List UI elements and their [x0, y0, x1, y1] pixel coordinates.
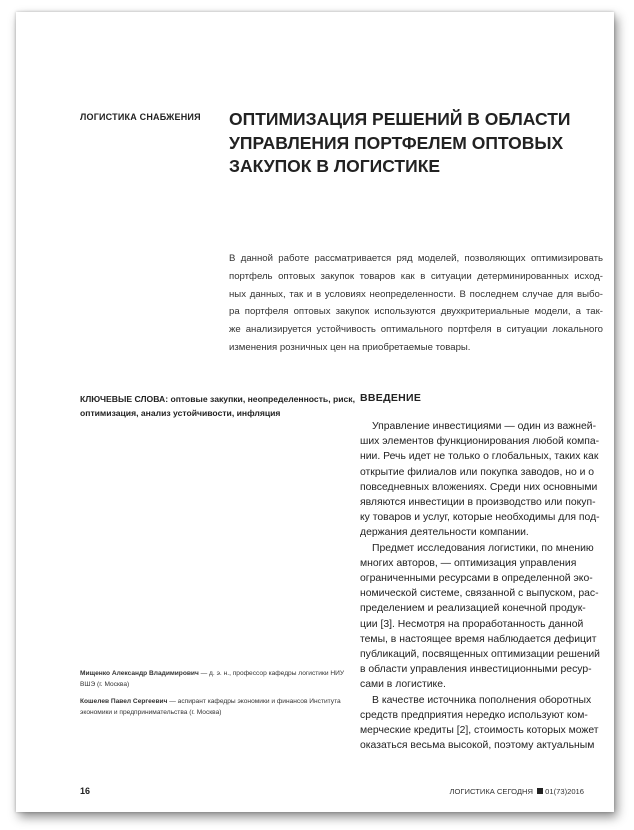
abstract-line: же анализируется устойчивость оптимального портфеля в ситуации локального: [229, 324, 603, 336]
keywords: [80, 392, 355, 420]
journal-footer: [450, 787, 584, 796]
body-line: номической системе, связанной с выпуском, рас-: [360, 588, 599, 600]
abstract-line: ных данных, так и в условиях неопределенности. В последнем случае для выбо-: [229, 288, 603, 300]
body-line: В качестве источника пополнения оборотных: [372, 694, 592, 706]
body-line: ших элементов функционирования любой компа-: [360, 436, 600, 448]
introduction-heading: ВВЕДЕНИЕ: [360, 392, 422, 404]
abstract: [229, 250, 603, 357]
author-affiliation: — аспирант кафедры экономики и финансов Института: [167, 698, 341, 705]
body-line: повседневных вложениях. Среди них основными: [360, 481, 598, 493]
abstract-line: изменения розничных цен на приобретаемые товары.: [229, 341, 471, 353]
body-line: ку товаров и услуг, которые необходимы для под-: [360, 512, 600, 524]
document-page: [16, 12, 614, 812]
author-name: Мищенко Александр Владимирович: [80, 670, 199, 677]
body-line: публикаций, посвященных оптимизации решений: [360, 649, 600, 661]
body-line: Предмет исследования логистики, по мнению: [372, 542, 594, 554]
body-line: открытие филиалов или покупка заводов, но и о: [360, 466, 595, 478]
page-number: 16: [80, 786, 91, 796]
body-line: средств предприятия нередко используют ком-: [360, 709, 588, 721]
body-line: ограниченными ресурсами в определенной эко-: [360, 573, 593, 585]
body-line: темы, в настоящее время наблюдается дефицит: [360, 633, 597, 645]
body-line: являются инвестиции в производство или покуп-: [360, 497, 596, 509]
journal-issue: 01(73)2016: [545, 787, 584, 796]
body-line: ции [3]. Несмотря на проработанность данной: [360, 618, 584, 630]
abstract-line: портфель оптовых закупок товаров как в ситуации детерминированных исход-: [229, 270, 603, 282]
author-affiliation-cont: ВШЭ (г. Москва): [80, 681, 130, 688]
article-title: [229, 108, 579, 179]
introduction-body: [360, 419, 603, 753]
author-name: Кошелев Павел Сергеевич: [80, 698, 168, 705]
title-line: УПРАВЛЕНИЯ ПОРТФЕЛЕМ ОПТОВЫХ: [229, 132, 564, 153]
keywords-line: КЛЮЧЕВЫЕ СЛОВА: оптовые закупки, неопределенность, риск,: [80, 394, 355, 404]
body-line: сами в логистике.: [360, 679, 446, 691]
body-line: пределением и реализацией конечной продук-: [360, 603, 586, 615]
abstract-line: В данной работе рассматривается ряд моделей, позволяющих оптимизировать: [229, 253, 603, 264]
body-line: мерческие кредиты [2], стоимость которых может: [360, 725, 599, 737]
journal-name: ЛОГИСТИКА СЕГОДНЯ: [449, 787, 534, 796]
body-line: оказаться весьма высокой, поэтому актуальным: [360, 740, 595, 752]
section-label: ЛОГИСТИКА СНАБЖЕНИЯ: [80, 112, 201, 122]
body-line: в области управления инвестиционными ресур-: [360, 664, 592, 676]
keywords-line: оптимизация, анализ устойчивости, инфляция: [80, 408, 281, 418]
body-line: Управление инвестициями — один из важней-: [372, 421, 597, 432]
abstract-line: ра портфеля оптовых закупок используются двухкритериальные модели, а так-: [229, 306, 603, 318]
title-line: ОПТИМИЗАЦИЯ РЕШЕНИЙ В ОБЛАСТИ: [229, 109, 571, 129]
title-line: ЗАКУПОК В ЛОГИСТИКЕ: [229, 156, 441, 176]
author-affiliation-cont: экономики и предпринимательства (г. Москва): [80, 709, 222, 716]
author-entry: [80, 696, 360, 707]
body-line: держания деятельности компании.: [360, 527, 529, 539]
author-entry: [80, 668, 360, 679]
body-line: многих авторов, — оптимизация управления: [360, 557, 577, 569]
square-separator-icon: [537, 788, 543, 794]
author-affiliation: — д. э. н., профессор кафедры логистики НИУ: [198, 670, 345, 677]
body-line: нии. Речь идет не только о глобальных, таких как: [360, 451, 599, 463]
authors-block: [80, 668, 360, 718]
